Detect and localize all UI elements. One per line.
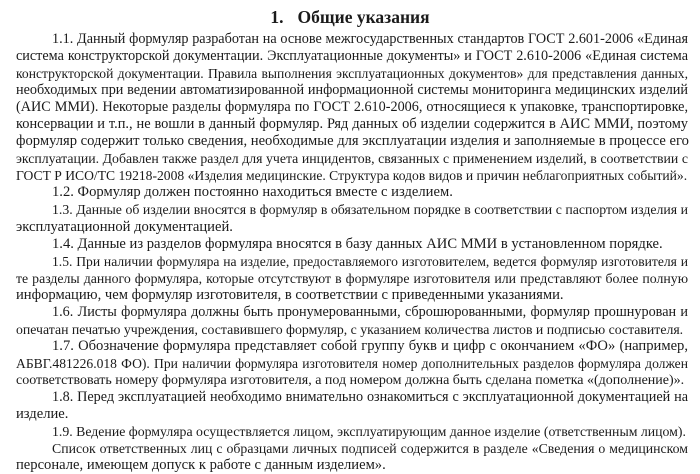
text-line: 1.6. Листы формуляра должны быть пронумерованными, сброшюрованными, формуляр прошнурован и — [52, 303, 688, 320]
text-line: Список ответственных лиц с образцами личных подписей содержится в разделе «Сведения о медицинском — [52, 441, 688, 457]
text-line: информацию, чем формуляр изготовителя, в соответствии с приведенными указаниями. — [16, 286, 564, 303]
section-heading — [0, 6, 700, 28]
text-line: 1.3. Данные об изделии вносятся в формуляр в обязательном порядке в соответствии с паспортом изделия и — [52, 202, 688, 218]
text-line: опечатан печатью учреждения, составившего формуляр, с указанием количества листов и подписью составителя. — [16, 321, 684, 337]
text-line: система конструкторской документации. Эксплуатационные документы» и ГОСТ 2.610-2006 «Единая система — [16, 48, 688, 65]
section-title: Общие указания — [297, 7, 430, 27]
text-line: 1.2. Формуляр должен постоянно находиться вместе с изделием. — [52, 184, 453, 201]
text-line: 1.5. При наличии формуляра на изделие, предоставляемого изготовителем, ведется формуляр изготовителя и — [52, 253, 688, 269]
text-line: изделие. — [16, 406, 69, 423]
text-line: эксплуатационной документацией. — [16, 218, 233, 235]
text-line: 1.7. Обозначение формуляра представляет собой группу букв и цифр с окончанием «ФО» (например, — [52, 337, 688, 354]
text-line: конструкторской документации. Правила выполнения эксплуатационных документов» для представления данных, — [16, 66, 688, 82]
text-line: 1.9. Ведение формуляра осуществляется лицом, эксплуатирующим данное изделие (ответственным лицом). — [52, 424, 686, 440]
text-line: формуляр содержит только сведения, необходимые для эксплуатации изделия и заполняемые в процессе его — [16, 133, 689, 150]
text-line: необходимых при ведении автоматизированной информационной системы мониторинга медицинских изделий — [16, 82, 688, 99]
text-line: 1.8. Перед эксплуатацией необходимо внимательно ознакомиться с эксплуатационной документацией на — [52, 388, 688, 405]
text-line: соответствовать номеру формуляра изготовителя, а под номером должна быть сделана пометка «(дополнение)». — [16, 372, 685, 388]
text-line: АБВГ.481226.018 ФО). При наличии формуляра изготовителя номер дополнительных разделов формуляра должен — [16, 355, 688, 371]
text-line: те разделы данного формуляра, которые отсутствуют в формуляре изготовителя или представляют более полную — [16, 270, 688, 286]
text-line: консервации и т.п., не вошли в данный формуляр. Ряд данных об изделии содержится в АИС ММИ, поэтому — [16, 116, 688, 133]
section-body — [16, 31, 688, 474]
text-line: (АИС ММИ). Некоторые разделы формуляра по ГОСТ 2.610-2006, относящиеся к упаковке, транспортировке, — [16, 99, 688, 116]
text-line: 1.4. Данные из разделов формуляра вносятся в базу данных АИС ММИ в установленном порядке. — [52, 235, 663, 252]
section-number: 1. — [270, 7, 284, 27]
text-line: персонале, имеющем допуск к работе с данным изделием». — [16, 457, 386, 474]
text-line: эксплуатации. Добавлен также раздел для учета инцидентов, связанных с применением изделий, в соответствии с — [16, 151, 688, 167]
text-line: 1.1. Данный формуляр разработан на основе межгосударственных стандартов ГОСТ 2.601-2006 «Единая — [52, 31, 688, 47]
text-line: ГОСТ Р ИСО/ТС 19218-2008 «Изделия медицинские. Структура кодов видов и причин неблагоприятных событий». — [16, 168, 688, 184]
